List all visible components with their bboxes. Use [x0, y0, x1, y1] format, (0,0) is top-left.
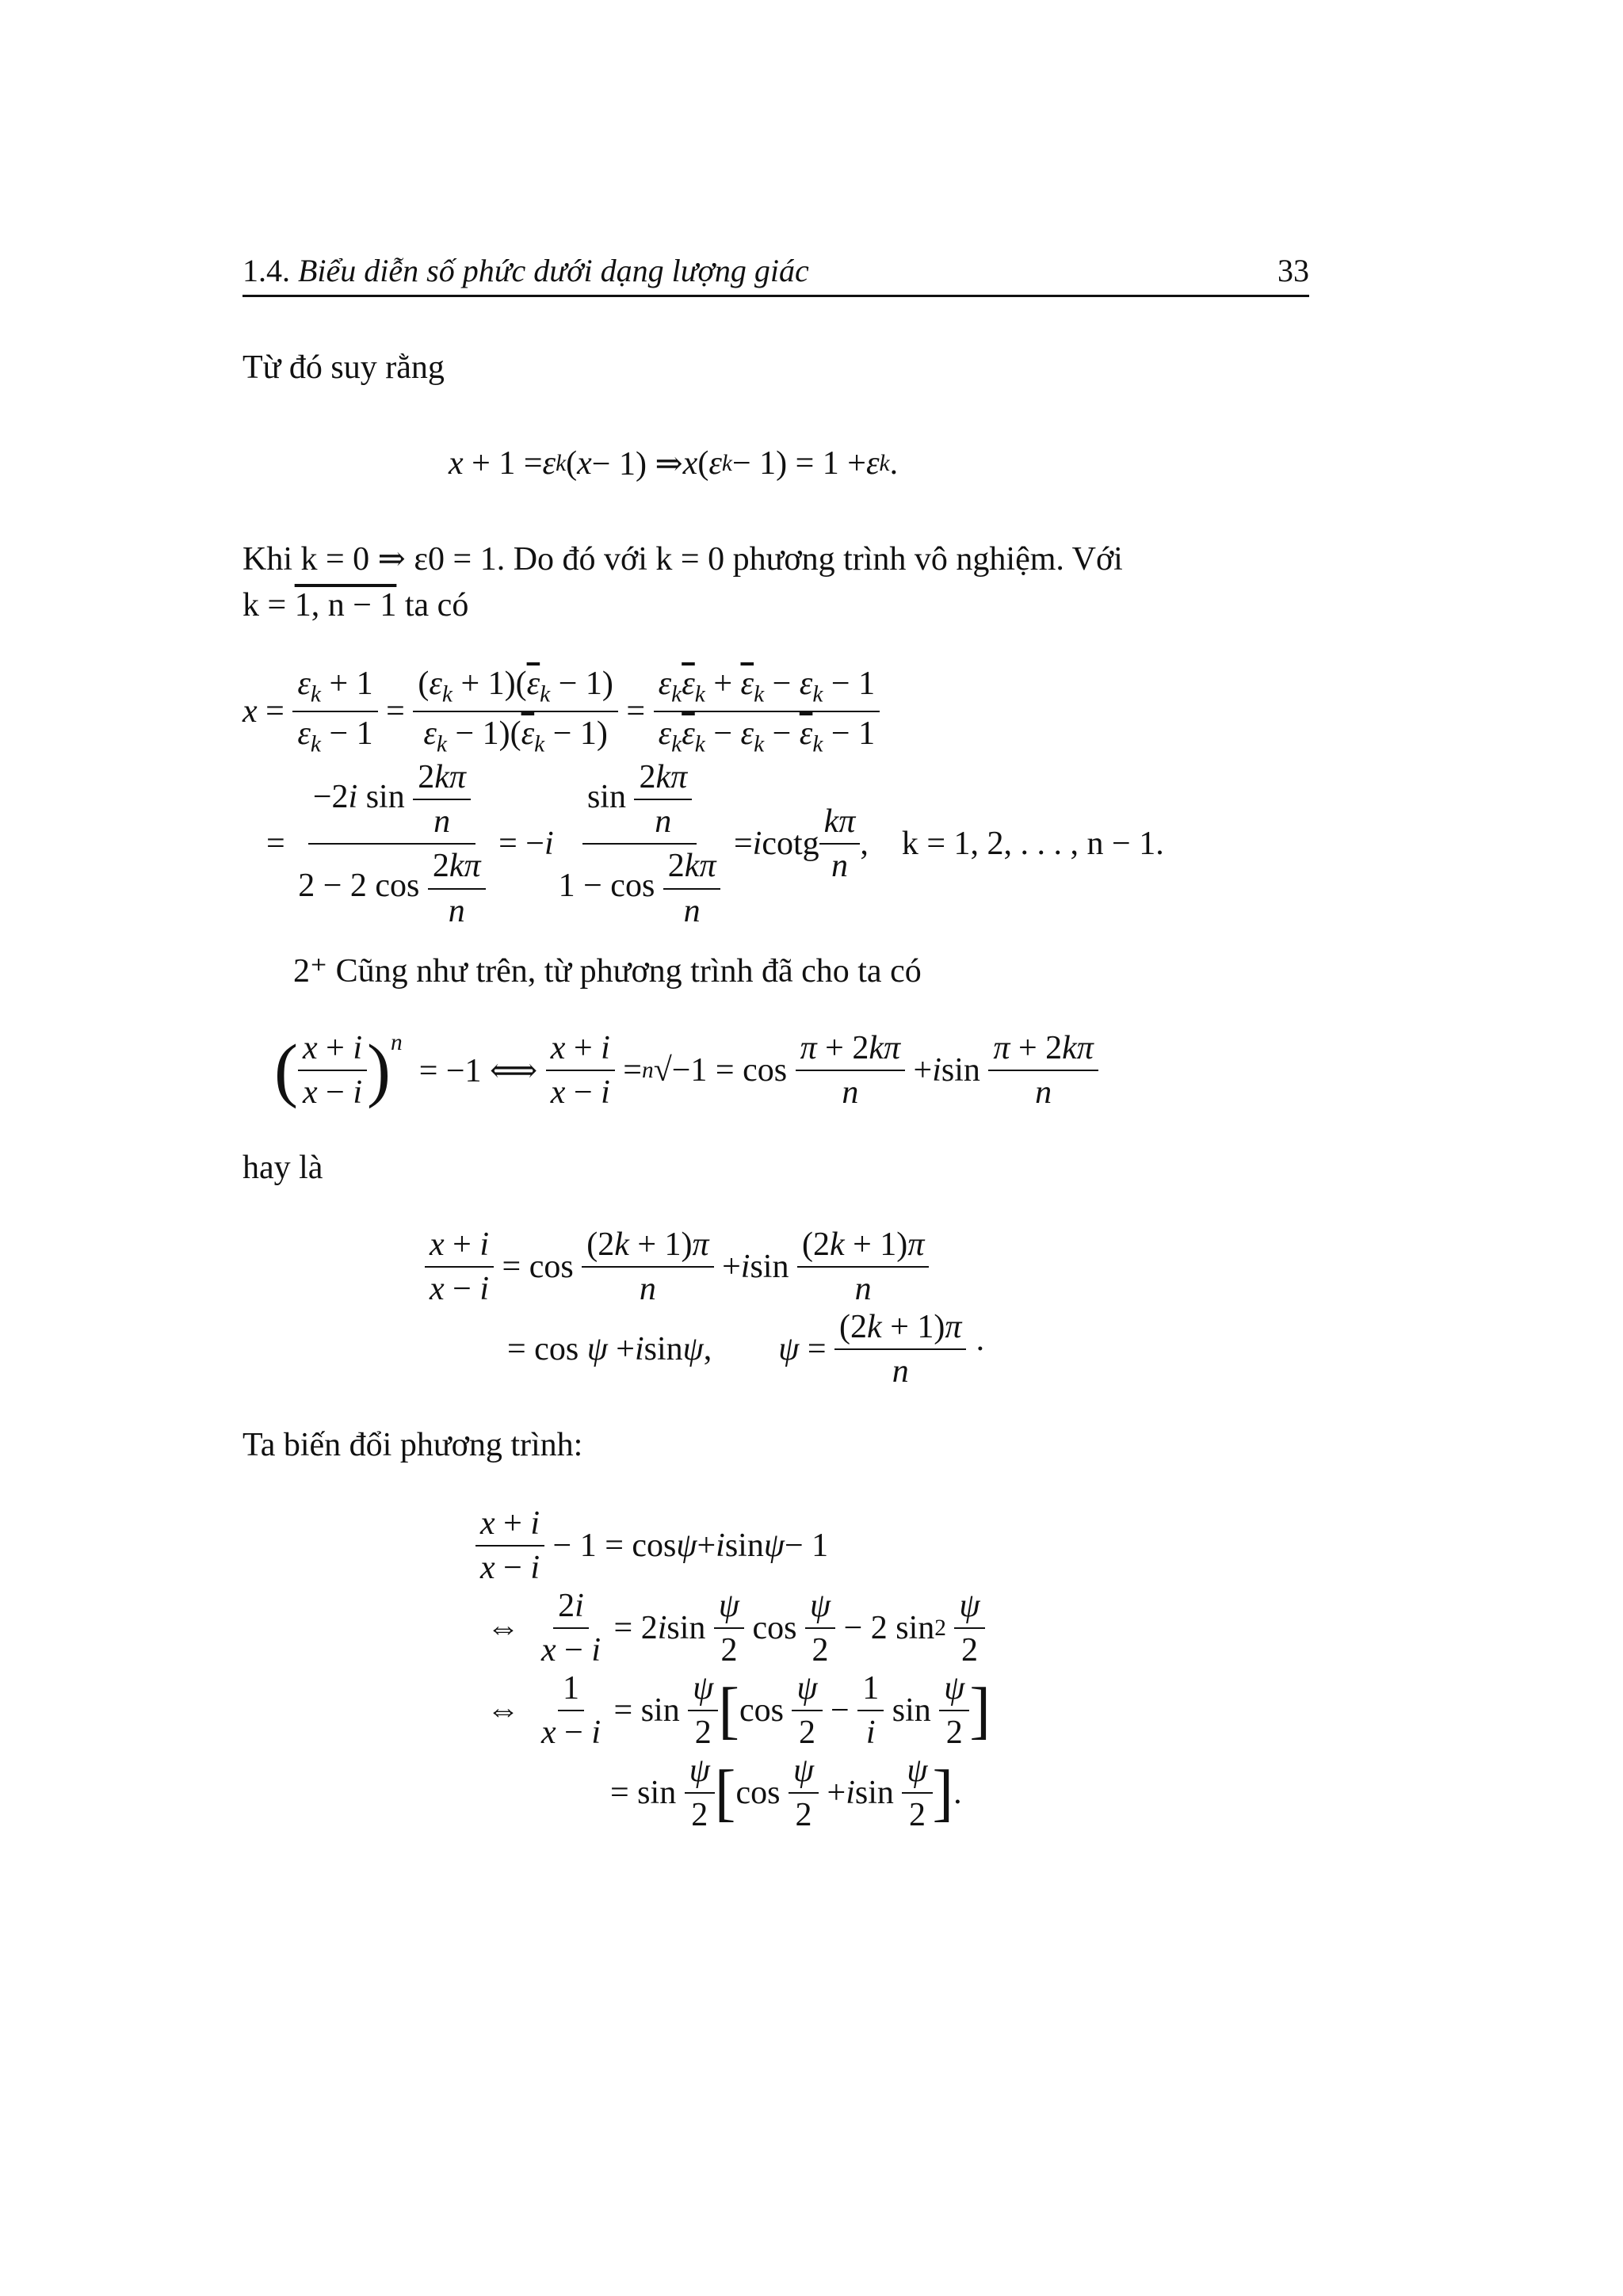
- section-number: 1.4.: [242, 253, 290, 288]
- equation-1: x + 1 = ε k ( x − 1) ⇒ x ( ε k − 1) = 1 + ε k .: [449, 445, 899, 482]
- page-number: 33: [1277, 253, 1309, 288]
- paragraph-3: 2⁺ Cũng như trên, từ phương trình đã cho ta có: [293, 953, 922, 990]
- paragraph-5: Ta biến đổi phương trình:: [242, 1427, 583, 1463]
- equation-2-line-2: = −2i sin $\frac{2k\pi}{n}$ 2 − 2 cos $\frac{2k\pi}{n}$ = − i sin $\frac{2k\pi}{n}$ 1 − cos $\frac{2k\pi}{n}$ = i cotg $\frac{k\pi}{n}$ , k = 1, 2, . . . , n − 1.: [266, 759, 1164, 929]
- running-header: [242, 247, 1309, 297]
- equation-5-line-3: ⇔ $\frac{1}{x - i}$ = sin $\frac{\psi}{2}$ [ cos $\frac{\psi}{2}$ − $\frac{1}{i}$ sin $\frac{\psi}{2}$ ]: [487, 1670, 991, 1752]
- index-set: k = 1, 2, . . . , n − 1.: [901, 826, 1164, 863]
- equation-4-line-1: $\frac{x + i}{x - i}$ = cos $\frac{(2k + 1)\pi}{n}$ + i sin $\frac{(2k + 1)\pi}{n}$: [425, 1226, 929, 1307]
- section-title: Biểu diễn số phức dưới dạng lượng giác: [298, 253, 809, 288]
- header-title: [242, 252, 809, 289]
- equation-2-line-1: x = $\frac{\varepsilon_k + 1}{\varepsilon_k - 1}$ = $\frac{(\varepsilon_k + 1)(\overline{\varepsilon}_k - 1)}{\varepsilon_k - 1)(\overline{\varepsilon}_k - 1)}$ = $\frac{\varepsilon_k\overline{\varepsilon}_k + \overline{\varepsilon}_k - \varepsilon_k - 1}{\varepsilon_k\overline{\varepsilon}_k - \varepsilon_k - \overline{\varepsilon}_k - 1}$: [242, 666, 880, 757]
- equation-5-line-2: ⇔ $\frac{2i}{x - i}$ = 2 i sin $\frac{\psi}{2}$ cos $\frac{\psi}{2}$ − 2 sin 2 $\frac{\psi}{2}$: [487, 1588, 985, 1669]
- paragraph-2-line-1: Khi k = 0 ⇒ ε0 = 1. Do đó với k = 0 phương trình vô nghiệm. Với: [242, 541, 1123, 578]
- paragraph-4: hay là: [242, 1150, 323, 1186]
- equation-4-line-2: = cos ψ + i sin ψ , ψ = $\frac{(2k + 1)\pi}{n}$ ·: [507, 1309, 986, 1390]
- paragraph-2-line-2: k = 1, n − 1 ta có: [242, 587, 469, 624]
- equation-3: ( $\frac{x + i}{x - i}$ ) $^n$ = −1 ⟺ $\frac{x + i}{x - i}$ = n √−1 = cos $\frac{\pi + 2k\pi}{n}$ + i sin $\frac{\pi + 2k\pi}{n}$: [274, 1030, 1098, 1111]
- index-range: 1, n − 1: [294, 587, 397, 624]
- paragraph-1: Từ đó suy rằng: [242, 349, 445, 386]
- equation-5-line-1: $\frac{x + i}{x - i}$ − 1 = cos ψ + i sin ψ − 1: [475, 1505, 828, 1586]
- equation-5-line-4: = sin $\frac{\psi}{2}$ [ cos $\frac{\psi}{2}$ + i sin $\frac{\psi}{2}$ ] .: [610, 1753, 962, 1834]
